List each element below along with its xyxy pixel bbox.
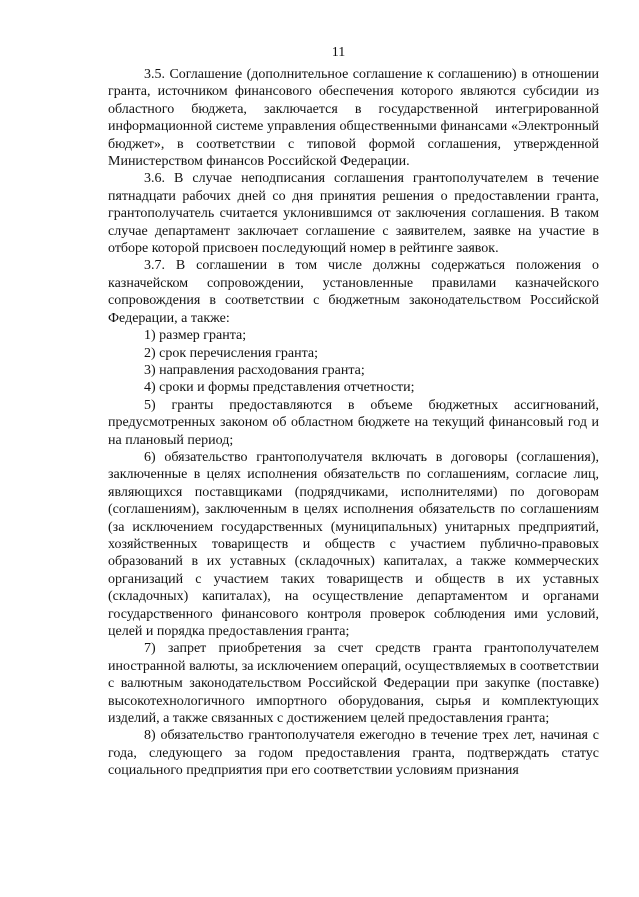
list-item-3: 3) направления расходования гранта; xyxy=(144,362,365,378)
paragraph-3-5: 3.5. Соглашение (дополнительное соглашение к соглашению) в отношении гранта, источником финансового обеспечения которого являются субсидии из областного бюджета, заключается в государственной интегрированной информационной системе управления общественными финансами «Электронный бюджет», в соответствии с типовой формой соглашения, утвержденной Министерством финансов Российской Федерации. xyxy=(108,67,599,170)
list-item-7: 7) запрет приобретения за счет средств гранта грантополучателем иностранной валюты, за исключением операций, осуществляемых в соответствии с валютным законодательством Российской Федерации при закупке (поставке) высокотехнологичного импортного оборудования, сырья и комплектующих изделий, а также связанных с достижением целей предоставления гранта; xyxy=(108,641,599,727)
list-item-6: 6) обязательство грантополучателя включать в договоры (соглашения), заключенные в целях исполнения обязательств по соглашениям, согласие лиц, являющихся поставщиками (подрядчиками, исполнителями) по договорам (соглашениям), заключенным в целях исполнения обязательств по соглашениям (за исключением государственных (муниципальных) унитарных предприятий, хозяйственных товариществ и обществ с участием публично-правовых образований в их уставных (складочных) капиталах, а также коммерческих организаций с участием таких товариществ и обществ в их уставных (складочных) капиталах), на осуществление департаментом и органами государственного финансового контроля проверок соблюдения ими условий, целей и порядка предоставления гранта; xyxy=(108,449,599,639)
list-item-1: 1) размер гранта; xyxy=(144,328,247,344)
page-number: 11 xyxy=(331,45,346,60)
list-item-4: 4) сроки и формы представления отчетности; xyxy=(144,380,415,396)
document-body xyxy=(108,66,599,780)
list-item-2: 2) срок перечисления гранта; xyxy=(144,345,318,361)
paragraph-3-7: 3.7. В соглашении в том числе должны содержаться положения о казначейском сопровождении, установленные правилами казначейского сопровождения в соответствии с бюджетным законодательством Российской Федерации, а также: xyxy=(108,258,599,326)
list-item-8: 8) обязательство грантополучателя ежегодно в течение трех лет, начиная с года, следующего за годом предоставления гранта, подтверждать статус социального предприятия при его соответствии условиям признания xyxy=(108,728,599,779)
list-item-5: 5) гранты предоставляются в объеме бюджетных ассигнований, предусмотренных законом об областном бюджете на текущий финансовый год и на плановый период; xyxy=(108,397,599,448)
paragraph-3-6: 3.6. В случае неподписания соглашения грантополучателем в течение пятнадцати рабочих дней со дня принятия решения о предоставлении гранта, грантополучатель считается уклонившимся от заключения соглашения. В таком случае департамент заключает соглашение с заявителем, заявке на участие в отборе которой присвоен последующий номер в рейтинге заявок. xyxy=(108,171,599,257)
